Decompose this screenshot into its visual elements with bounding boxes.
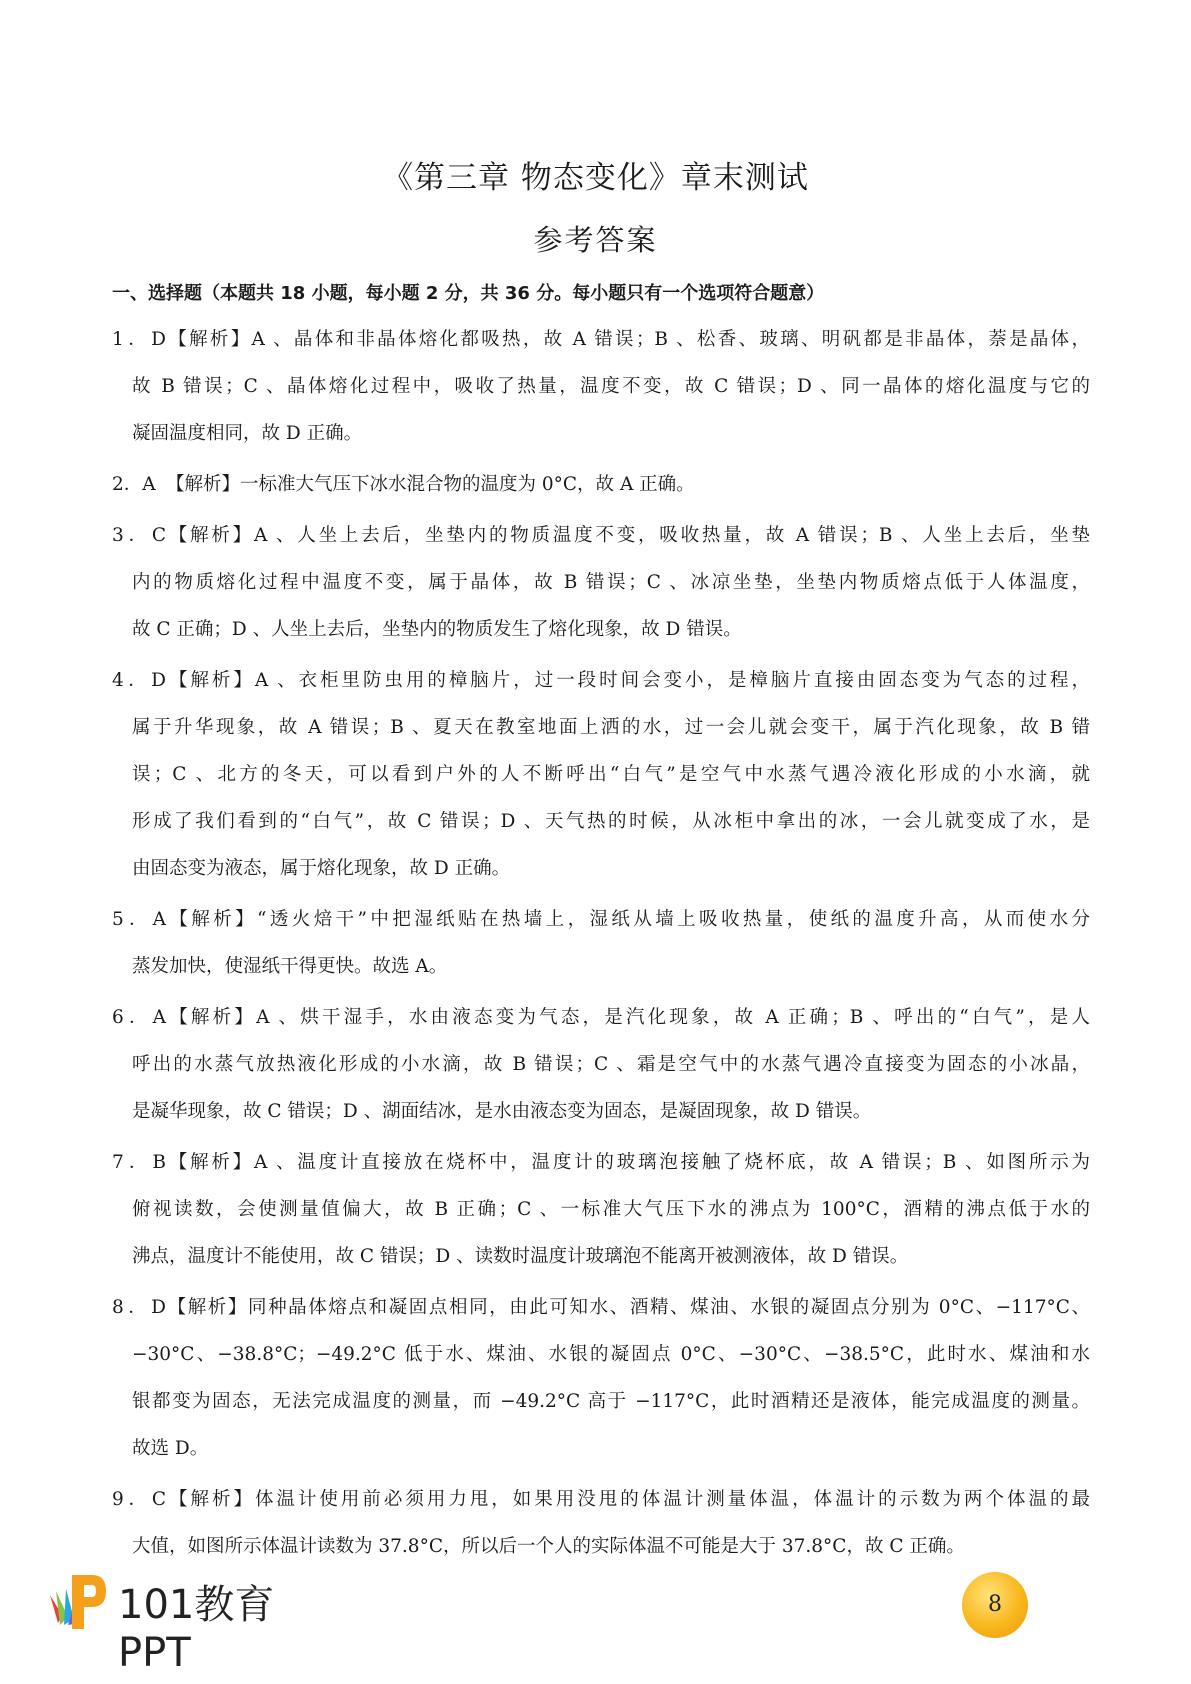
answer-line [112, 751, 1090, 798]
answer-item [112, 896, 1090, 990]
page-subtitle: 参考答案 [533, 223, 658, 257]
page-number-badge: 8 [962, 1572, 1028, 1638]
answer-text: 俯视读数，会使测量值偏大，故 B 正确；C 、一标准大气压下水的沸点为 100°C，酒精的沸点低于水的 [132, 1199, 1090, 1220]
answer-text: 【解析】一标准大气压下冰水混合物的温度为 0°C，故 A 正确。 [166, 474, 695, 495]
answer-item [112, 1284, 1090, 1472]
answer-text: 由固态变为液态，属于熔化现象，故 D 正确。 [132, 858, 511, 879]
answer-line [112, 1041, 1090, 1088]
answer-text: 故 C 正确；D 、人坐上去后，坐垫内的物质发生了熔化现象，故 D 错误。 [132, 619, 742, 640]
answer-text: 银都变为固态，无法完成温度的测量，而 −49.2°C 高于 −117°C，此时酒精还是液体，能完成温度的测量。 [132, 1391, 1090, 1412]
answer-line [112, 1523, 1090, 1570]
answer-line [112, 1425, 1090, 1472]
answer-number: 8．D [112, 1297, 166, 1318]
answer-line [112, 512, 1090, 559]
answer-line [112, 410, 1090, 457]
section-heading: 一、选择题（本题共 18 小题，每小题 2 分，共 36 分。每小题只有一个选项符合题意） [112, 283, 825, 304]
answer-item [112, 1139, 1090, 1280]
answer-item [112, 316, 1090, 457]
answer-number: 9．C [112, 1489, 166, 1510]
answer-number: 4．D [112, 670, 166, 691]
answer-line [112, 943, 1090, 990]
answer-number: 7．B [112, 1152, 166, 1173]
answer-number: 2．A [112, 474, 156, 495]
answer-line [112, 1088, 1090, 1135]
answer-item [112, 1476, 1090, 1570]
answer-text: 形成了我们看到的“白气”，故 C 错误；D 、天气热的时候，从冰柜中拿出的冰，一会儿就变成了水，是 [132, 811, 1090, 832]
answer-text: 【解析】A 、晶体和非晶体熔化都吸热，故 A 错误；B 、松香、玻璃、明矾都是非晶体，萘是晶体， [166, 329, 1090, 350]
answer-text: 凝固温度相同，故 D 正确。 [132, 423, 363, 444]
answer-text: 沸点，温度计不能使用，故 C 错误；D 、读数时温度计玻璃泡不能离开被测液体，故 D 错误。 [132, 1246, 909, 1267]
answer-line [112, 1139, 1090, 1186]
brand-logo-icon [40, 1565, 112, 1637]
answer-text: 故 B 错误；C 、晶体熔化过程中，吸收了热量，温度不变，故 C 错误；D 、同一晶体的熔化温度与它的 [132, 376, 1090, 397]
answer-text: 属于升华现象，故 A 错误；B 、夏天在教室地面上洒的水，过一会儿就会变干，属于汽化现象，故 B 错 [132, 717, 1090, 738]
answer-text: 【解析】同种晶体熔点和凝固点相同，由此可知水、酒精、煤油、水银的凝固点分别为 0°C、−117°C、 [166, 1297, 1090, 1318]
answer-line [112, 316, 1090, 363]
answer-line [112, 606, 1090, 653]
answer-text: 【解析】A 、温度计直接放在烧杯中，温度计的玻璃泡接触了烧杯底，故 A 错误；B 、如图所示为 [166, 1152, 1090, 1173]
answer-list [112, 316, 1090, 1574]
answer-line [112, 363, 1090, 410]
brand-logo-text: 101教育PPT [118, 1582, 275, 1676]
answer-text: 【解析】体温计使用前必须用力甩，如果用没甩的体温计测量体温，体温计的示数为两个体温的最 [166, 1489, 1090, 1510]
answer-item [112, 461, 1090, 508]
answer-line [112, 1378, 1090, 1425]
answer-line [112, 1284, 1090, 1331]
answer-text: 误；C 、北方的冬天，可以看到户外的人不断呼出“白气”是空气中水蒸气遇冷液化形成的小水滴，就 [132, 764, 1090, 785]
brand-logo [40, 1565, 340, 1676]
answer-item [112, 657, 1090, 892]
answer-text: 呼出的水蒸气放热液化形成的小水滴，故 B 错误；C 、霜是空气中的水蒸气遇冷直接变为固态的小冰晶， [132, 1054, 1090, 1075]
answer-text: 是凝华现象，故 C 错误；D 、湖面结冰，是水由液态变为固态，是凝固现象，故 D 错误。 [132, 1101, 872, 1122]
answer-text: 【解析】A 、烘干湿手，水由液态变为气态，是汽化现象，故 A 正确；B 、呼出的“白气”，是人 [166, 1007, 1090, 1028]
answer-text: 故选 D。 [132, 1438, 209, 1459]
answer-line [112, 657, 1090, 704]
answer-line [112, 896, 1090, 943]
answer-item [112, 994, 1090, 1135]
answer-line [112, 461, 1090, 508]
answer-line [112, 1233, 1090, 1280]
answer-line [112, 704, 1090, 751]
answer-line [112, 798, 1090, 845]
answer-number: 5．A [112, 909, 166, 930]
answer-line [112, 1331, 1090, 1378]
answer-number: 1．D [112, 329, 166, 350]
answer-text: 【解析】A 、衣柜里防虫用的樟脑片，过一段时间会变小，是樟脑片直接由固态变为气态的过程， [166, 670, 1090, 691]
answer-number: 6．A [112, 1007, 166, 1028]
answer-line [112, 994, 1090, 1041]
page-title: 《第三章 物态变化》章末测试 [382, 160, 809, 196]
answer-number: 3．C [112, 525, 166, 546]
answer-line [112, 845, 1090, 892]
answer-text: 大值，如图所示体温计读数为 37.8°C，所以后一个人的实际体温不可能是大于 37.8°C，故 C 正确。 [132, 1536, 965, 1557]
answer-text: −30°C、−38.8°C；−49.2°C 低于水、煤油、水银的凝固点 0°C、−30°C、−38.5°C，此时水、煤油和水 [132, 1344, 1090, 1365]
answer-text: 蒸发加快，使湿纸干得更快。故选 A。 [132, 956, 448, 977]
answer-line [112, 559, 1090, 606]
answer-item [112, 512, 1090, 653]
answer-text: 【解析】A 、人坐上去后，坐垫内的物质温度不变，吸收热量，故 A 错误；B 、人坐上去后，坐垫 [166, 525, 1090, 546]
answer-text: 内的物质熔化过程中温度不变，属于晶体，故 B 错误；C 、冰凉坐垫，坐垫内物质熔点低于人体温度， [132, 572, 1090, 593]
answer-line [112, 1476, 1090, 1523]
answer-line [112, 1186, 1090, 1233]
answer-text: 【解析】“透火焙干”中把湿纸贴在热墙上，湿纸从墙上吸收热量，使纸的温度升高，从而使水分 [166, 909, 1090, 930]
